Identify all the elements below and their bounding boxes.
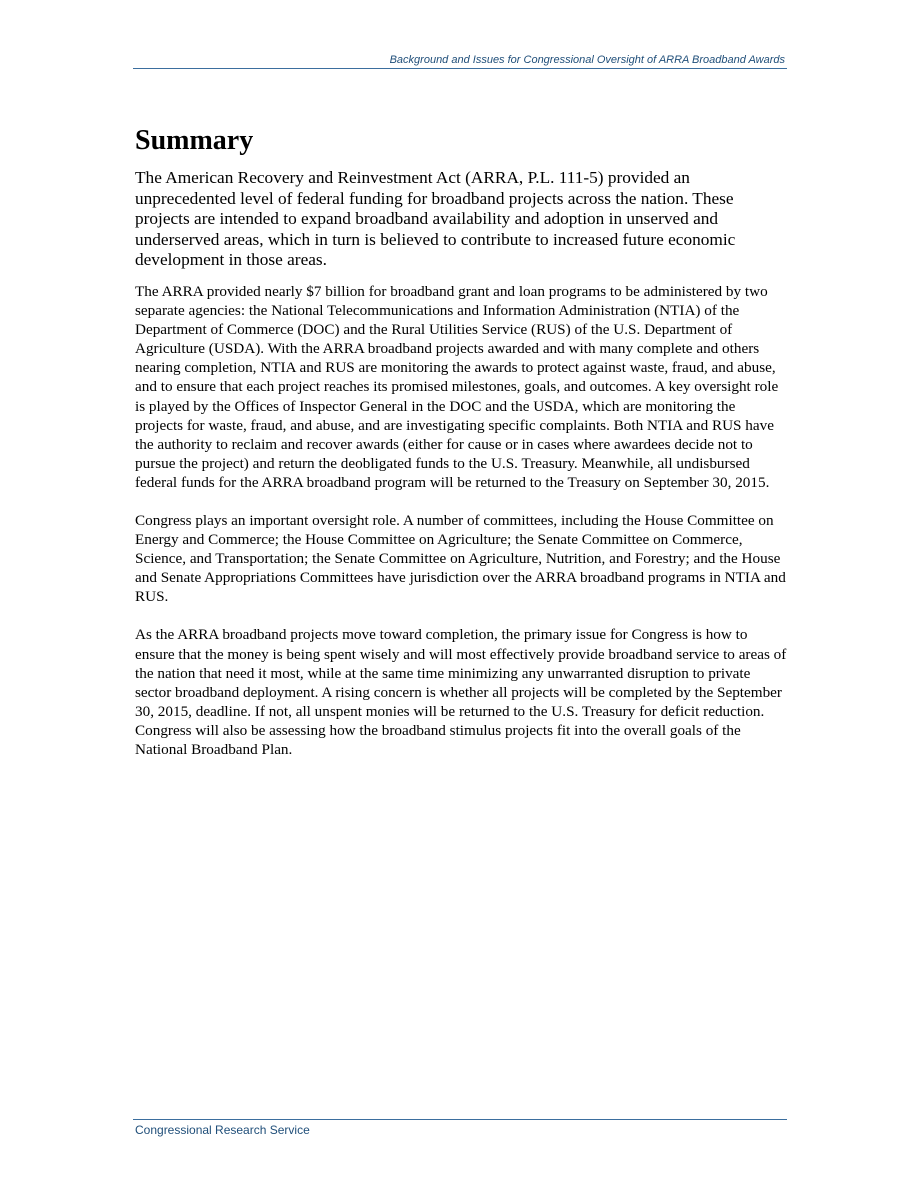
body-paragraph-congress-role: Congress plays an important oversight role. A number of committees, including the House Committee on Energy and Commerce; the House Committee on Agriculture; the Senate Committee on Commerce, Science, and Transportation; the Senate Committee on Agriculture, Nutrition, and Forestry; and the House and Senate Appropriations Committees have jurisdiction over the ARRA broadband programs in NTIA and RUS. xyxy=(135,512,786,606)
page-title: Summary xyxy=(135,125,254,156)
running-header xyxy=(133,54,787,69)
body-paragraph-funding: The ARRA provided nearly $7 billion for broadband grant and loan programs to be administered by two separate agencies: the National Telecommunications and Information Administration (NTIA) of the Department of Commerce (DOC) and the Rural Utilities Service (RUS) of the U.S. Department of Agriculture (USDA). With the ARRA broadband projects awarded and with many complete and others nearing completion, NTIA and RUS are monitoring the awards to protect against waste, fraud, and abuse, and to ensure that each project reaches its promised milestones, goals, and outcomes. A key oversight role is played by the Offices of Inspector General in the DOC and the USDA, which are monitoring the projects for waste, fraud, and abuse, and are investigating specific complaints. Both NTIA and RUS have the authority to reclaim and recover awards (either for cause or in cases where awardees decide not to pursue the project) and return the deobligated funds to the U.S. Treasury. Meanwhile, all undisbursed federal funds for the ARRA broadband program will be returned to the Treasury on September 30, 2015. xyxy=(135,282,779,491)
running-footer xyxy=(133,1119,787,1137)
document-body xyxy=(135,124,787,759)
lead-paragraph: The American Recovery and Reinvestment Act (ARRA, P.L. 111-5) provided an unprecedented level of federal funding for broadband projects across the nation. These projects are intended to expand broadband availability and adoption in unserved and underserved areas, which in turn is believed to contribute to increased future economic development in those areas. xyxy=(135,168,736,270)
running-header-title: Background and Issues for Congressional Oversight of ARRA Broadband Awards xyxy=(389,54,785,66)
footer-publisher: Congressional Research Service xyxy=(135,1123,310,1137)
body-paragraph-issues: As the ARRA broadband projects move toward completion, the primary issue for Congress is how to ensure that the money is being spent wisely and will most effectively provide broadband service to areas of the nation that need it most, while at the same time minimizing any unwarranted disruption to private sector broadband deployment. A rising concern is whether all projects will be completed by the September 30, 2015, deadline. If not, all unspent monies will be returned to the U.S. Treasury for deficit reduction. Congress will also be assessing how the broadband stimulus projects fit into the overall goals of the National Broadband Plan. xyxy=(135,626,787,759)
